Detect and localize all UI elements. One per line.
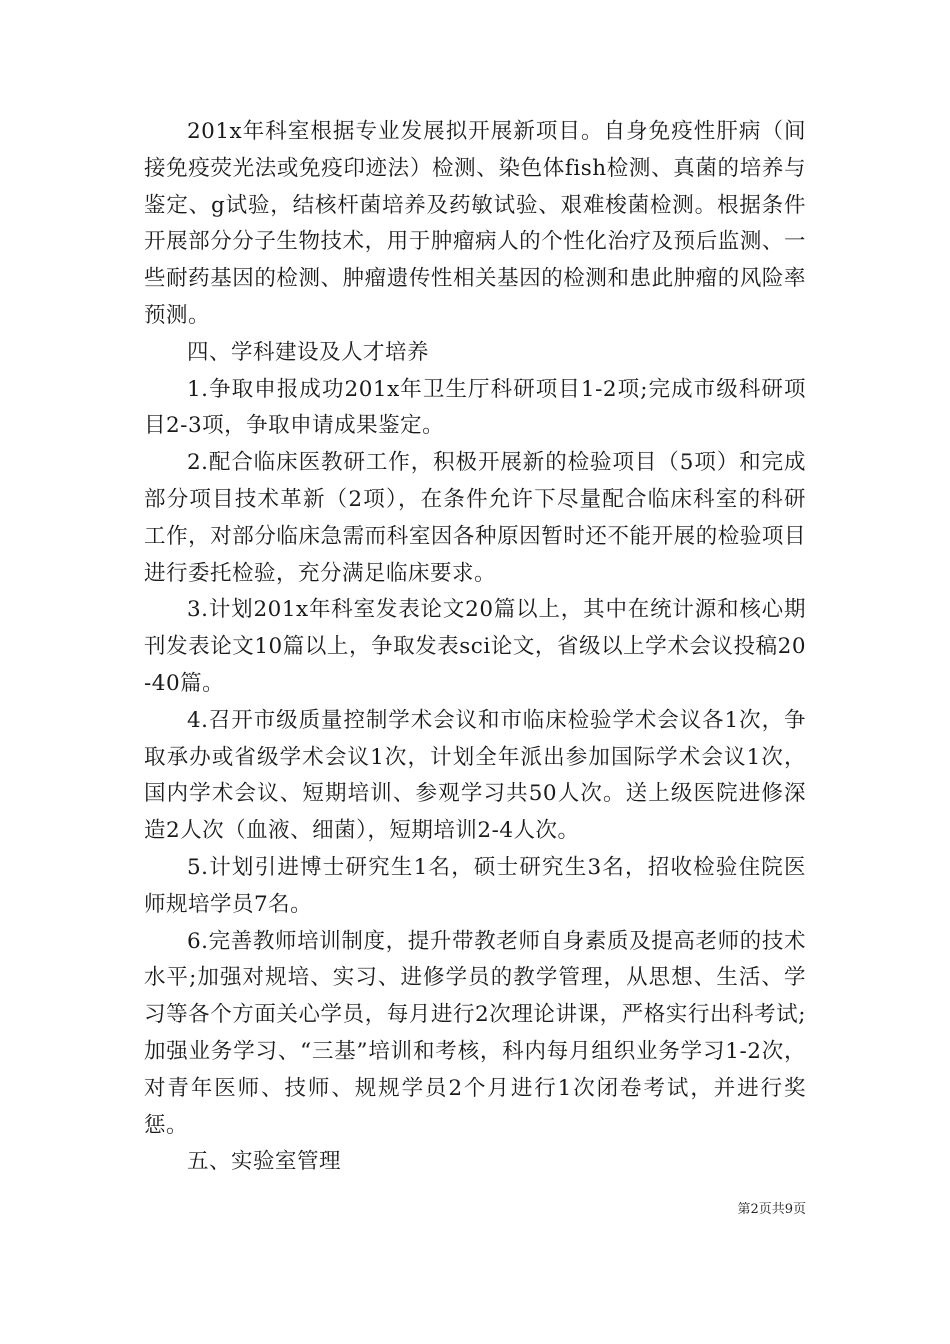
paragraph-new-projects: 201x年科室根据专业发展拟开展新项目。自身免疫性肝病（间接免疫荧光法或免疫印迹法）检测、染色体fish检测、真菌的培养与鉴定、g试验，结核杆菌培养及药敏试验、艰难梭菌检测。根据条件开展部分分子生物技术，用于肿瘤病人的个性化治疗及预后监测、一些耐药基因的检测、肿瘤遗传性相关基因的检测和患此肿瘤的风险率预测。 (144, 119, 806, 328)
paragraph-item-6: 6.完善教师培训制度，提升带教老师自身素质及提高老师的技术水平;加强对规培、实习、进修学员的教学管理，从思想、生活、学习等各个方面关心学员，每月进行2次理论讲课，严格实行出科考试;加强业务学习、“三基”培训和考核，科内每月组织业务学习1-2次，对青年医师、技师、规规学员2个月进行1次闭卷考试，并进行奖惩。 (144, 928, 806, 1138)
paragraph-item-2: 2.配合临床医教研工作，积极开展新的检验项目（5项）和完成部分项目技术革新（2项），在条件允许下尽量配合临床科室的科研工作，对部分临床急需而科室因各种原因暂时还不能开展的检验项目进行委托检验，充分满足临床要求。 (144, 450, 806, 586)
paragraph-item-4: 4.召开市级质量控制学术会议和市临床检验学术会议各1次，争取承办或省级学术会议1次，计划全年派出参加国际学术会议1次，国内学术会议、短期培训、参观学习共50人次。送上级医院进修深造2人次（血液、细菌），短期培训2-4人次。 (144, 707, 806, 844)
document-body (144, 114, 806, 1181)
section-heading-lab-management: 五、实验室管理 (187, 1149, 342, 1175)
paragraph-item-5: 5.计划引进博士研究生1名，硕士研究生3名，招收检验住院医师规培学员7名。 (144, 854, 806, 917)
paragraph-item-1: 1.争取申报成功201x年卫生厅科研项目1-2项;完成市级科研项目2-3项，争取申请成果鉴定。 (144, 376, 806, 439)
section-heading-discipline-talent: 四、学科建设及人才培养 (187, 339, 430, 365)
page-number-footer: 第2页共9页 (737, 1202, 806, 1217)
paragraph-item-3: 3.计划201x年科室发表论文20篇以上，其中在统计源和核心期刊发表论文10篇以上，争取发表sci论文，省级以上学术会议投稿20-40篇。 (144, 597, 806, 696)
